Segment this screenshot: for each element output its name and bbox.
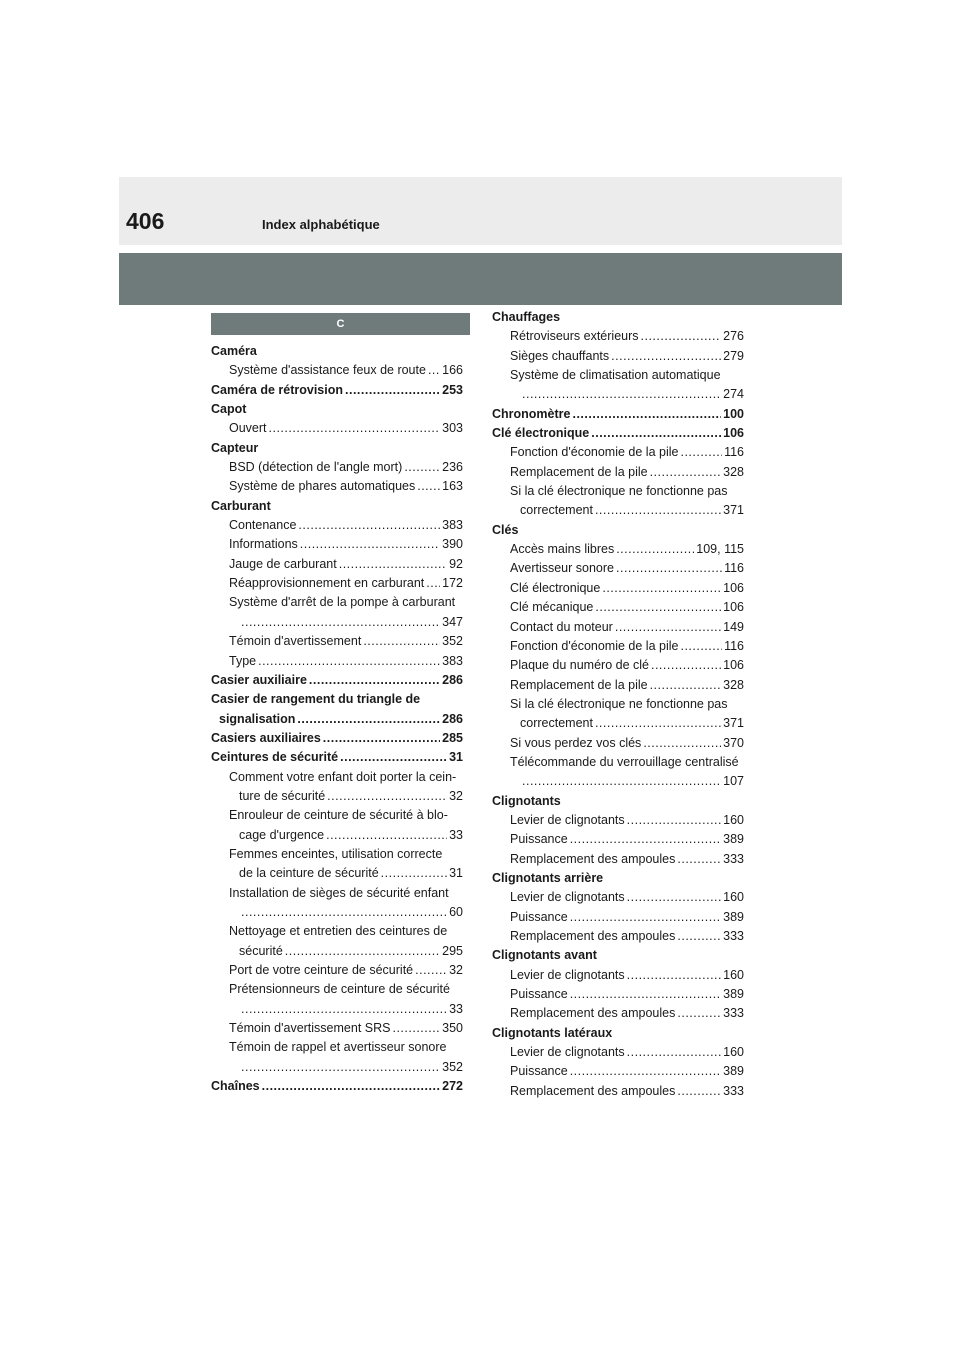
index-entry [492, 618, 744, 637]
index-entry [211, 1000, 463, 1019]
entry-term: Clé électronique [510, 580, 601, 595]
dot-leader [641, 327, 722, 346]
entry-page: 32 [449, 788, 463, 803]
entry-term: Fonction d'économie de la pile [510, 445, 679, 460]
dot-leader [522, 385, 721, 404]
entry-term: Puissance [510, 832, 568, 847]
entry-page: 106 [723, 658, 744, 673]
dot-leader [326, 826, 447, 845]
entry-page: 172 [442, 576, 463, 591]
index-entry: Carburant [211, 498, 271, 513]
entry-page: 100 [723, 406, 744, 421]
dot-leader [300, 535, 440, 554]
index-entry [211, 361, 463, 380]
dot-leader [241, 1000, 447, 1019]
dot-leader [340, 748, 447, 767]
index-entry: Clignotants [492, 793, 561, 808]
entry-page: 33 [449, 1001, 463, 1016]
dot-leader [363, 632, 440, 651]
entry-term: Ouvert [229, 421, 267, 436]
index-entry [211, 652, 463, 671]
entry-term: Témoin d'avertissement [229, 634, 362, 649]
dot-leader [650, 463, 722, 482]
entry-page: 274 [723, 387, 744, 402]
entry-term: Sièges chauffants [510, 348, 610, 363]
dot-leader [616, 540, 694, 559]
index-entry: Clés [492, 522, 519, 537]
index-column-right [492, 308, 744, 1101]
index-entry [211, 942, 463, 961]
index-entry: Si la clé électronique ne fonctionne pas [510, 484, 728, 499]
index-entry [492, 598, 744, 617]
entry-term: Informations [229, 537, 298, 552]
entry-term: Fonction d'économie de la pile [510, 638, 679, 653]
entry-term: Témoin d'avertissement SRS [229, 1021, 391, 1036]
index-entry: Clignotants latéraux [492, 1025, 613, 1040]
entry-page: 333 [723, 1006, 744, 1021]
entry-term: Port de votre ceinture de sécurité [229, 963, 414, 977]
entry-page: 116 [724, 445, 744, 460]
index-entry: Système de climatisation automatique [510, 368, 721, 383]
entry-term: Chaînes [211, 1079, 260, 1094]
entry-page: 285 [442, 730, 463, 745]
index-entry: Système d'arrêt de la pompe à carburant [229, 595, 456, 610]
index-entry [492, 637, 744, 656]
entry-page: 106 [723, 600, 744, 615]
index-entry [211, 613, 463, 632]
dot-leader [241, 903, 447, 922]
dot-leader [570, 830, 721, 849]
index-column-left [211, 342, 463, 1096]
entry-term: Accès mains libres [510, 542, 615, 557]
entry-page: 352 [442, 1059, 463, 1074]
index-entry: Clignotants avant [492, 948, 597, 963]
index-entry [211, 632, 463, 651]
entry-page: 272 [442, 1079, 463, 1094]
entry-page: 106 [723, 426, 744, 441]
index-entry [492, 1062, 744, 1081]
entry-page: 328 [723, 464, 744, 479]
entry-term: Levier de clignotants [510, 1045, 625, 1060]
entry-term: Levier de clignotants [510, 890, 625, 905]
index-entry [492, 1004, 744, 1023]
entry-term: Remplacement de la pile [510, 464, 648, 479]
entry-term: Remplacement de la pile [510, 677, 648, 692]
index-entry: Télécommande du verrouillage centralisé [510, 754, 739, 769]
dot-leader [258, 652, 440, 671]
entry-term: cage d'urgence [239, 827, 325, 842]
entry-page: 333 [723, 851, 744, 866]
index-entry [211, 729, 463, 748]
entry-term: BSD (détection de l'angle mort) [229, 460, 403, 475]
entry-page: 160 [723, 967, 744, 982]
dot-leader [643, 734, 721, 753]
index-entry [211, 748, 463, 767]
dot-leader [611, 347, 721, 366]
entry-page: 295 [442, 943, 463, 958]
entry-term: Rétroviseurs extérieurs [510, 329, 639, 344]
index-entry [492, 1043, 744, 1062]
index-entry [492, 734, 744, 753]
entry-page: 333 [723, 929, 744, 943]
index-entry: Prétensionneurs de ceinture de sécurité [229, 982, 450, 997]
entry-page: 116 [724, 638, 744, 653]
dot-leader [309, 671, 440, 690]
entry-page: 333 [723, 1083, 744, 1098]
entry-page: 160 [723, 890, 744, 905]
dot-leader [651, 656, 721, 675]
entry-term: Système de phares automatiques [229, 479, 416, 494]
index-entry [211, 516, 463, 535]
dot-leader [677, 1004, 721, 1023]
entry-page: 116 [724, 561, 744, 576]
entry-page: 236 [442, 460, 463, 475]
entry-term: Système d'assistance feux de route [229, 363, 426, 378]
dot-leader [677, 1082, 721, 1101]
index-entry [492, 985, 744, 1004]
index-entry: Comment votre enfant doit porter la cein- [229, 769, 457, 784]
index-entry [492, 327, 744, 346]
index-entry [492, 966, 744, 985]
index-entry: Chauffages [492, 310, 561, 324]
dot-leader [616, 559, 722, 578]
entry-term: Remplacement des ampoules [510, 851, 676, 866]
dot-leader [570, 985, 721, 1004]
dot-leader [392, 1019, 440, 1038]
dot-leader [428, 361, 440, 380]
entry-page: 389 [723, 1064, 744, 1079]
dot-leader [327, 787, 447, 806]
entry-page: 107 [723, 774, 744, 789]
entry-page: 389 [723, 832, 744, 847]
dot-leader [262, 1077, 441, 1096]
entry-term: Contenance [229, 518, 297, 533]
entry-page: 106 [723, 580, 744, 595]
entry-page: 92 [449, 556, 463, 571]
dot-leader [680, 443, 722, 462]
dot-leader [297, 710, 440, 729]
entry-page: 350 [442, 1021, 463, 1036]
index-entry [492, 559, 744, 578]
dot-leader [677, 850, 721, 869]
section-band [119, 253, 842, 305]
index-entry [492, 1082, 744, 1101]
entry-term: Type [229, 653, 257, 668]
dot-leader [627, 888, 721, 907]
index-letter-bar: C [211, 313, 470, 335]
index-entry: Clignotants arrière [492, 870, 604, 885]
index-entry [211, 671, 463, 690]
entry-page: 253 [442, 382, 463, 397]
page-number: 406 [126, 208, 165, 234]
entry-term: Réapprovisionnement en carburant [229, 576, 425, 591]
entry-page: 370 [723, 735, 744, 750]
index-entry [211, 555, 463, 574]
entry-page: 303 [442, 421, 463, 436]
dot-leader [650, 676, 722, 695]
index-entry: Si la clé électronique ne fonctionne pas [510, 696, 728, 711]
index-entry [492, 908, 744, 927]
section-title: Index alphabétique [262, 217, 380, 232]
entry-term: Remplacement des ampoules [510, 1006, 676, 1021]
dot-leader [591, 424, 721, 443]
dot-leader [595, 598, 721, 617]
entry-page: 389 [723, 909, 744, 924]
entry-page: 160 [723, 1045, 744, 1060]
entry-page: 352 [442, 634, 463, 649]
dot-leader [677, 927, 721, 946]
entry-page: 31 [449, 866, 463, 881]
entry-page: 371 [723, 716, 744, 731]
entry-page: 383 [442, 518, 463, 533]
dot-leader [570, 1062, 721, 1081]
entry-term: Casiers auxiliaires [211, 730, 321, 745]
index-entry [492, 501, 744, 520]
entry-term: Casier auxiliaire [211, 672, 307, 687]
dot-leader [285, 942, 440, 961]
index-entry [211, 419, 463, 438]
dot-leader [426, 574, 440, 593]
entry-page: 109, 115 [696, 542, 744, 557]
entry-page: 60 [449, 904, 463, 919]
index-entry [211, 710, 463, 729]
dot-leader [602, 579, 721, 598]
index-entry: Capot [211, 402, 247, 417]
entry-term: Plaque du numéro de clé [510, 658, 649, 673]
index-entry: Capteur [211, 440, 259, 455]
index-entry [211, 458, 463, 477]
index-entry [492, 772, 744, 791]
entry-page: 32 [449, 963, 463, 977]
entry-term: Puissance [510, 987, 568, 1002]
entry-term: correctement [520, 716, 593, 731]
entry-page: 286 [442, 711, 463, 726]
entry-term: Levier de clignotants [510, 812, 625, 827]
index-entry [211, 826, 463, 845]
entry-term: Si vous perdez vos clés [510, 735, 642, 750]
entry-page: 163 [442, 479, 463, 494]
entry-term: Ceintures de sécurité [211, 750, 339, 765]
index-entry [492, 656, 744, 675]
dot-leader [415, 961, 447, 980]
index-entry: Témoin de rappel et avertisseur sonore [229, 1040, 447, 1055]
dot-leader [522, 772, 721, 791]
entry-page: 160 [723, 812, 744, 827]
dot-leader [417, 477, 440, 496]
dot-leader [627, 811, 721, 830]
entry-page: 371 [723, 503, 744, 518]
dot-leader [323, 729, 440, 748]
entry-term: Levier de clignotants [510, 967, 625, 982]
index-entry [492, 850, 744, 869]
dot-leader [570, 908, 721, 927]
index-entry: Enrouleur de ceinture de sécurité à blo- [229, 808, 448, 823]
index-entry [492, 811, 744, 830]
index-entry [492, 540, 744, 559]
entry-term: Contact du moteur [510, 619, 613, 634]
index-entry [492, 830, 744, 849]
index-entry [492, 927, 744, 946]
index-entry [492, 676, 744, 695]
entry-page: 390 [442, 537, 463, 552]
index-entry [492, 579, 744, 598]
dot-leader [298, 516, 440, 535]
entry-page: 33 [449, 827, 463, 842]
entry-term: Remplacement des ampoules [510, 1083, 676, 1098]
dot-leader [241, 613, 440, 632]
index-entry [211, 787, 463, 806]
index-entry [492, 405, 744, 424]
index-entry [211, 535, 463, 554]
entry-term: Caméra de rétrovision [211, 382, 343, 397]
index-entry [211, 1058, 463, 1077]
index-entry [492, 888, 744, 907]
dot-leader [627, 1043, 721, 1062]
index-entry [492, 424, 744, 443]
index-entry [492, 385, 744, 404]
index-entry [211, 574, 463, 593]
entry-page: 276 [723, 329, 744, 344]
header-band [119, 177, 842, 245]
index-entry [211, 903, 463, 922]
index-entry: Femmes enceintes, utilisation correcte [229, 846, 443, 861]
index-entry [492, 443, 744, 462]
entry-page: 328 [723, 677, 744, 692]
index-entry [211, 864, 463, 883]
entry-term: Clé électronique [492, 426, 590, 441]
entry-page: 166 [442, 363, 463, 378]
index-entry: Caméra [211, 344, 257, 358]
entry-term: signalisation [219, 711, 296, 726]
index-entry [492, 347, 744, 366]
index-entry: Nettoyage et entretien des ceintures de [229, 924, 448, 939]
index-entry [211, 961, 463, 980]
index-entry [211, 477, 463, 496]
entry-term: de la ceinture de sécurité [239, 866, 379, 881]
dot-leader [595, 501, 721, 520]
index-entry [492, 714, 744, 733]
entry-page: 279 [723, 348, 744, 363]
entry-term: Jauge de carburant [229, 556, 337, 571]
dot-leader [595, 714, 721, 733]
dot-leader [241, 1058, 440, 1077]
entry-term: Puissance [510, 1064, 568, 1079]
index-entry [492, 463, 744, 482]
index-entry: Casier de rangement du triangle de [211, 692, 421, 707]
dot-leader [572, 405, 721, 424]
dot-leader [404, 458, 440, 477]
entry-page: 31 [449, 750, 463, 765]
dot-leader [345, 381, 440, 400]
dot-leader [680, 637, 722, 656]
dot-leader [627, 966, 721, 985]
entry-page: 347 [442, 614, 463, 629]
entry-page: 286 [442, 672, 463, 687]
index-entry: Installation de sièges de sécurité enfant [229, 885, 449, 900]
entry-term: correctement [520, 503, 593, 518]
entry-term: Avertisseur sonore [510, 561, 614, 576]
dot-leader [269, 419, 441, 438]
index-entry [211, 381, 463, 400]
entry-term: Puissance [510, 909, 568, 924]
entry-page: 389 [723, 987, 744, 1002]
dot-leader [381, 864, 447, 883]
entry-term: sécurité [239, 943, 283, 958]
dot-leader [339, 555, 447, 574]
entry-term: Chronomètre [492, 406, 571, 421]
entry-term: ture de sécurité [239, 788, 326, 803]
entry-page: 383 [442, 653, 463, 668]
entry-page: 149 [723, 619, 744, 634]
dot-leader [615, 618, 721, 637]
index-entry [211, 1077, 463, 1096]
entry-term: Clé mécanique [510, 600, 594, 615]
index-entry [211, 1019, 463, 1038]
entry-term: Remplacement des ampoules [510, 929, 676, 943]
